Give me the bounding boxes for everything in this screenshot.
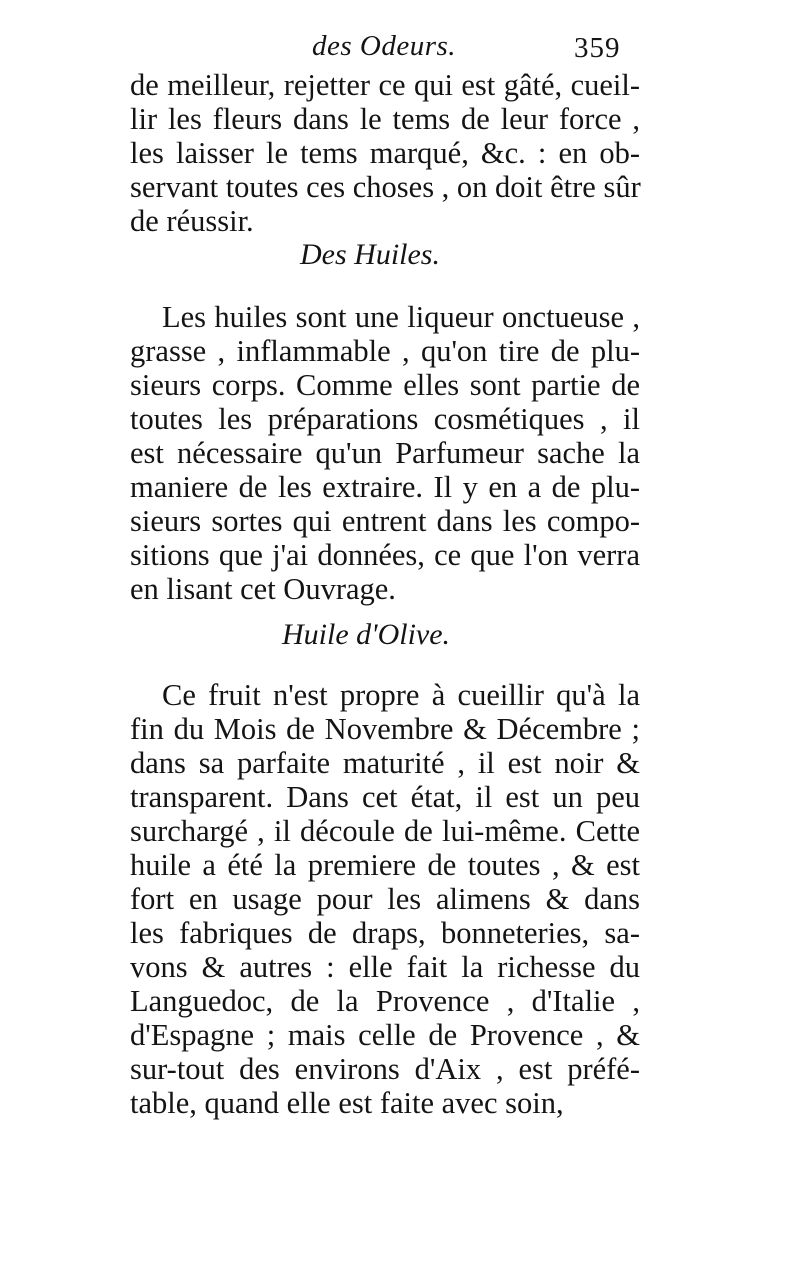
text-line: les laisser le tems marqué, &c. : en ob- [130, 136, 640, 170]
text-line: dans sa parfaite maturité , il est noir & [130, 746, 640, 780]
text-line: sitions que j'ai données, ce que l'on verra [130, 538, 640, 572]
text-line: Languedoc, de la Provence , d'Italie , [130, 984, 640, 1018]
text-line: table, quand elle est faite avec soin, [130, 1086, 564, 1120]
text-line: fort en usage pour les alimens & dans [130, 882, 640, 916]
text-line: toutes les préparations cosmétiques , il [130, 402, 640, 436]
section-heading-olive: Huile d'Olive. [282, 618, 451, 651]
text-line: fin du Mois de Novembre & Décembre ; [130, 712, 640, 746]
text-line: sieurs corps. Comme elles sont partie de [130, 368, 640, 402]
text-line: lir les fleurs dans le tems de leur force , [130, 102, 640, 136]
text-line: de meilleur, rejetter ce qui est gâté, cueil- [130, 68, 640, 102]
running-title: des Odeurs. [312, 30, 457, 62]
text-line: servant toutes ces choses , on doit être sûr [130, 170, 641, 204]
text-line: Ce fruit n'est propre à cueillir qu'à la [162, 678, 640, 712]
section-heading-huiles: Des Huiles. [300, 238, 440, 271]
text-line: transparent. Dans cet état, il est un peu [130, 780, 640, 814]
text-line: de réussir. [130, 204, 254, 238]
text-line: maniere de les extraire. Il y en a de plu- [130, 470, 640, 504]
text-line: en lisant cet Ouvrage. [130, 572, 396, 606]
text-line: vons & autres : elle fait la richesse du [130, 950, 640, 984]
text-line: sur-tout des environs d'Aix , est préfé- [130, 1052, 640, 1086]
text-line: grasse , inflammable , qu'on tire de plu- [130, 334, 640, 368]
text-line: surchargé , il découle de lui-même. Cette [130, 814, 640, 848]
text-line: sieurs sortes qui entrent dans les compo- [130, 504, 640, 538]
text-line: d'Espagne ; mais celle de Provence , & [130, 1018, 640, 1052]
text-line: est nécessaire qu'un Parfumeur sache la [130, 436, 640, 470]
text-line: les fabriques de draps, bonneteries, sa- [130, 916, 640, 950]
text-line: huile a été la premiere de toutes , & est [130, 848, 640, 882]
page-number: 359 [574, 32, 621, 64]
text-line: Les huiles sont une liqueur onctueuse , [162, 300, 640, 334]
